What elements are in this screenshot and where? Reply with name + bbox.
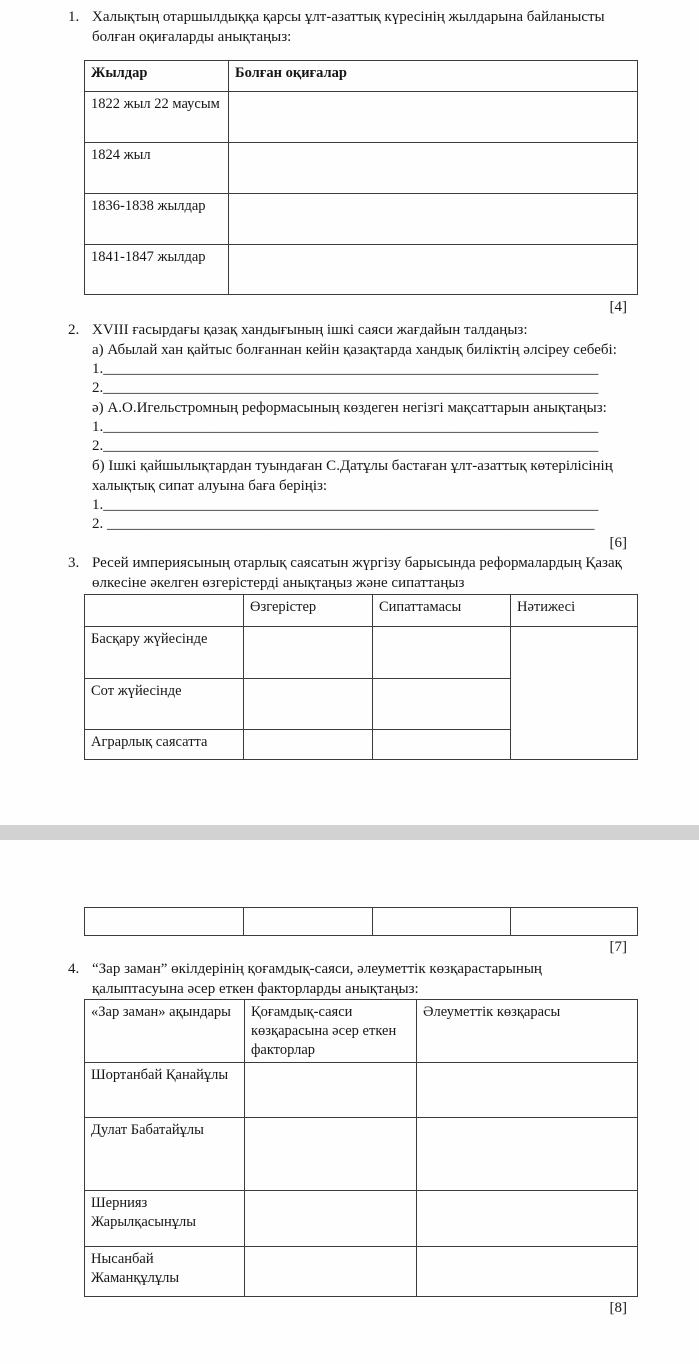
page-bottom-whitespace bbox=[0, 760, 699, 825]
table-header-cell: Нәтижесі bbox=[511, 595, 638, 627]
question-2-number: 2. bbox=[68, 322, 80, 338]
table-header-cell: Қоғамдық-саяси көзқарасына әсер еткен факторлар bbox=[245, 1000, 417, 1063]
answer-cell bbox=[245, 1247, 417, 1297]
answer-cell bbox=[245, 1191, 417, 1247]
table-header-cell: Сипаттамасы bbox=[373, 595, 511, 627]
answer-blank-line: 1.__________________________________________________________________ bbox=[92, 419, 599, 435]
answer-cell bbox=[85, 908, 244, 936]
question-1-number: 1. bbox=[68, 9, 80, 25]
answer-cell bbox=[229, 143, 638, 194]
question-2-part-a: а) Абылай хан қайтыс болғаннан кейін қазақтарда хандық биліктің әлсіреу себебі: bbox=[92, 342, 617, 358]
table-header-cell: Жылдар bbox=[85, 61, 229, 92]
row-label-cell: Нысанбай Жаманқұлұлы bbox=[85, 1247, 245, 1297]
question-3-text: Ресей империясының отарлық саясатын жүргізу барысында реформалардың Қазақ өлкесіне әкелген өзгерістерді анықтаңыз және сипаттаңыз bbox=[92, 555, 622, 591]
question-4-table bbox=[84, 999, 638, 1297]
table-header-row bbox=[85, 1000, 638, 1063]
answer-cell bbox=[373, 908, 511, 936]
answer-cell bbox=[229, 245, 638, 295]
points-badge-q4: [8] bbox=[609, 1300, 627, 1316]
row-label-cell: Сот жүйесінде bbox=[85, 679, 244, 730]
row-label-cell: 1822 жыл 22 маусым bbox=[85, 92, 229, 143]
answer-cell bbox=[511, 908, 638, 936]
table-row bbox=[85, 1118, 638, 1191]
answer-cell bbox=[373, 679, 511, 730]
table-header-cell: «Зар заман» ақындары bbox=[85, 1000, 245, 1063]
table-row bbox=[85, 245, 638, 295]
question-3-table-continuation bbox=[84, 907, 638, 936]
table-row bbox=[85, 1247, 638, 1297]
points-badge-q3: [7] bbox=[609, 939, 627, 955]
table-header-cell: Әлеуметтік көзқарасы bbox=[417, 1000, 638, 1063]
table-row bbox=[85, 143, 638, 194]
row-label-cell: Шортанбай Қанайұлы bbox=[85, 1063, 245, 1118]
points-badge-q2: [6] bbox=[609, 535, 627, 551]
answer-cell bbox=[417, 1063, 638, 1118]
table-header-row bbox=[85, 61, 638, 92]
question-2-text: XVIII ғасырдағы қазақ хандығының ішкі саяси жағдайын талдаңыз: bbox=[92, 322, 528, 338]
row-label-cell: 1824 жыл bbox=[85, 143, 229, 194]
question-4 bbox=[0, 959, 699, 999]
answer-blank-line: 2.__________________________________________________________________ bbox=[92, 438, 599, 454]
page-top-whitespace bbox=[0, 840, 699, 907]
row-label-cell: Дулат Бабатайұлы bbox=[85, 1118, 245, 1191]
question-4-number: 4. bbox=[68, 961, 80, 977]
answer-cell bbox=[373, 730, 511, 760]
question-3-number: 3. bbox=[68, 555, 80, 571]
table-row bbox=[85, 1191, 638, 1247]
answer-cell bbox=[417, 1118, 638, 1191]
answer-cell bbox=[417, 1247, 638, 1297]
answer-cell bbox=[229, 92, 638, 143]
row-label-cell: Аграрлық саясатта bbox=[85, 730, 244, 760]
answer-blank-line: 1.__________________________________________________________________ bbox=[92, 361, 599, 377]
question-4-text: “Зар заман” өкілдерінің қоғамдық-саяси, әлеуметтік көзқарастарының қалыптасуына әсер еткен факторларды анықтаңыз: bbox=[92, 961, 542, 997]
table-header-cell: Болған оқиғалар bbox=[229, 61, 638, 92]
row-label-cell: Басқару жүйесінде bbox=[85, 627, 244, 679]
answer-cell bbox=[244, 679, 373, 730]
page-break-band bbox=[0, 825, 699, 840]
question-1 bbox=[0, 7, 699, 47]
answer-cell bbox=[244, 908, 373, 936]
question-3 bbox=[0, 553, 699, 593]
points-badge-q1: [4] bbox=[609, 299, 627, 315]
table-row bbox=[85, 1063, 638, 1118]
answer-cell-merged bbox=[511, 627, 638, 760]
row-label-cell: 1836-1838 жылдар bbox=[85, 194, 229, 245]
answer-cell bbox=[229, 194, 638, 245]
row-label-cell: Шернияз Жарылқасынұлы bbox=[85, 1191, 245, 1247]
question-2 bbox=[0, 320, 699, 534]
question-1-table bbox=[84, 60, 638, 295]
question-3-table bbox=[84, 594, 638, 760]
answer-cell bbox=[245, 1063, 417, 1118]
answer-cell bbox=[244, 627, 373, 679]
table-row bbox=[85, 908, 638, 936]
table-row bbox=[85, 627, 638, 679]
table-row bbox=[85, 92, 638, 143]
question-2-part-a2: ә) А.О.Игельстромның реформасының көздеген негізгі мақсаттарын анықтаңыз: bbox=[92, 400, 607, 416]
table-header-row bbox=[85, 595, 638, 627]
question-1-text: Халықтың отаршылдыққа қарсы ұлт-азаттық күресінің жылдарына байланысты болған оқиғаларды анықтаңыз: bbox=[92, 9, 605, 45]
answer-blank-line: 1.__________________________________________________________________ bbox=[92, 497, 599, 513]
table-row bbox=[85, 194, 638, 245]
answer-cell bbox=[245, 1118, 417, 1191]
table-header-cell: Өзгерістер bbox=[244, 595, 373, 627]
answer-blank-line: 2.__________________________________________________________________ bbox=[92, 380, 599, 396]
answer-cell bbox=[417, 1191, 638, 1247]
row-label-cell: 1841-1847 жылдар bbox=[85, 245, 229, 295]
answer-blank-line: 2. _________________________________________________________________ bbox=[92, 516, 595, 532]
answer-cell bbox=[244, 730, 373, 760]
table-header-cell bbox=[85, 595, 244, 627]
answer-cell bbox=[373, 627, 511, 679]
question-2-part-b: б) Ішкі қайшылықтардан туындаған С.Датұлы бастаған ұлт-азаттық көтерілісінің халықтық сипат алуына баға беріңіз: bbox=[92, 458, 613, 494]
